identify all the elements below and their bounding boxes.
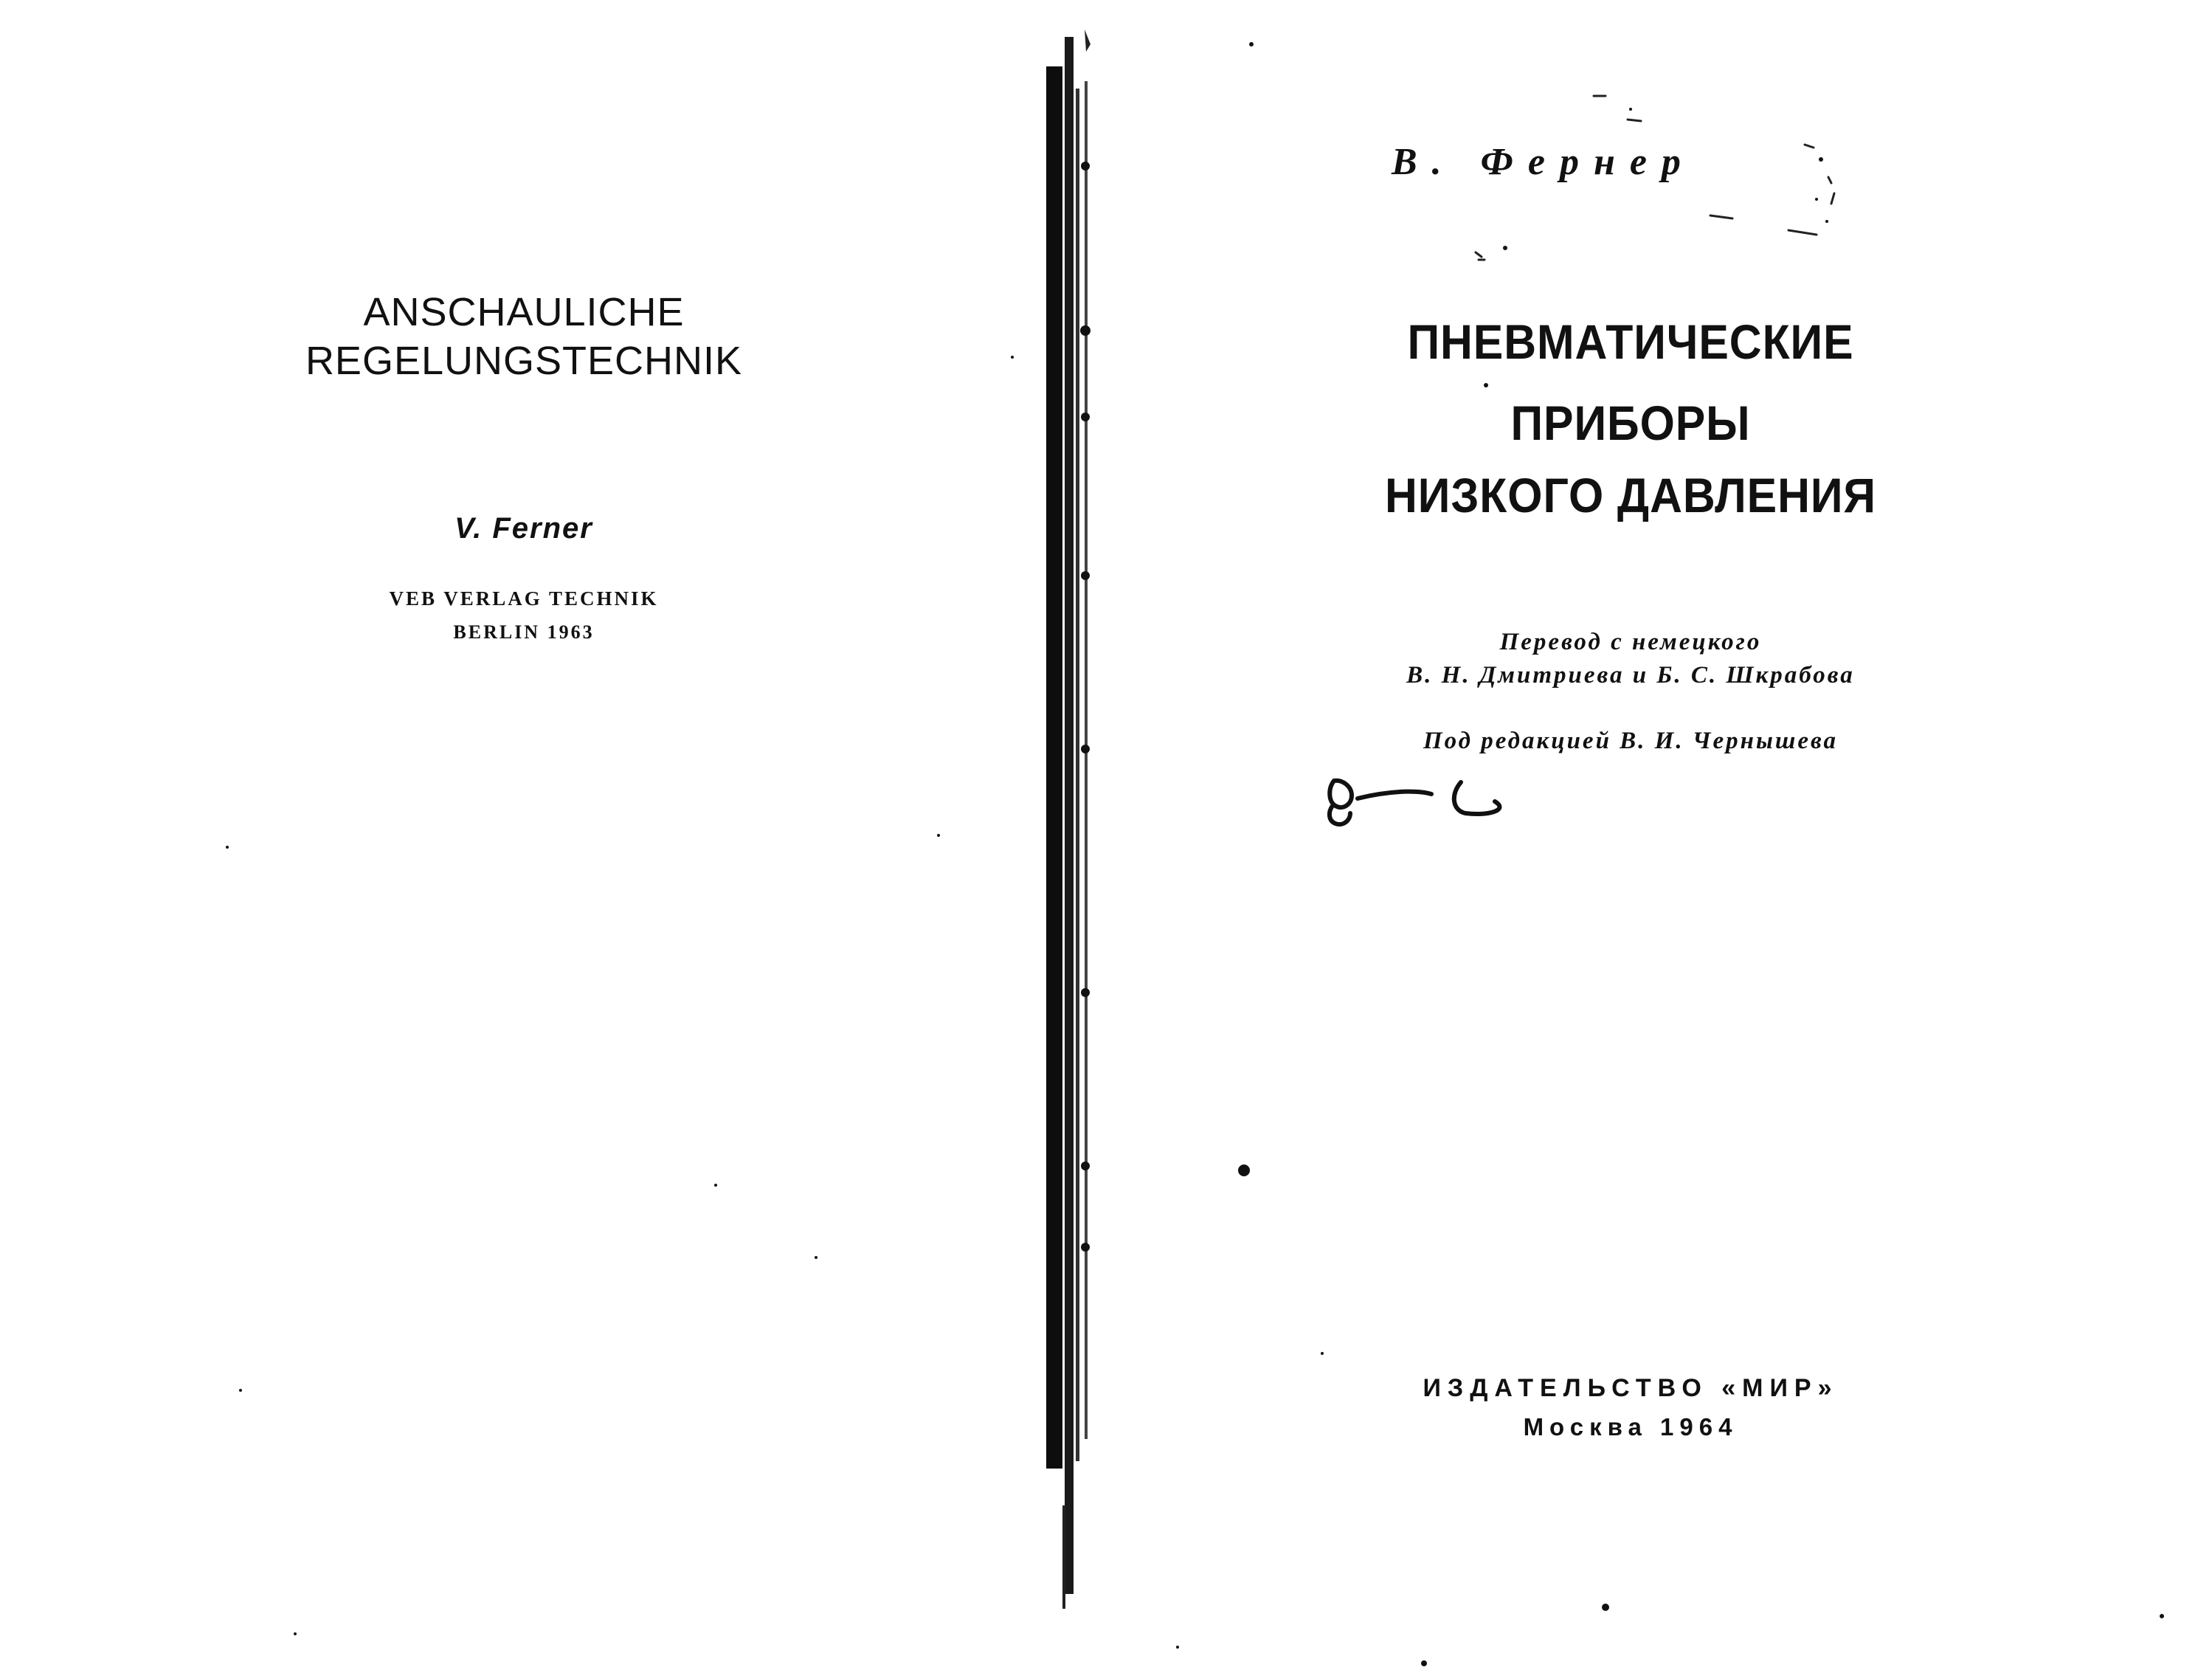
- russian-title-line-1: ПНЕВМАТИЧЕСКИЕ: [1407, 314, 1854, 369]
- german-publisher: VEB VERLAG TECHNIK: [389, 587, 659, 610]
- russian-author: В. Фернер: [1392, 141, 1696, 183]
- german-author: V. Ferner: [455, 512, 593, 545]
- german-place-year: BERLIN 1963: [453, 621, 595, 643]
- german-title-line-2: REGELUNGSTECHNIK: [305, 339, 743, 383]
- translation-credit-line-2: В. Н. Дмитриева и Б. С. Шкрабова: [1406, 662, 1855, 689]
- russian-publisher: ИЗДАТЕЛЬСТВО «МИР»: [1423, 1374, 1839, 1402]
- russian-place-year: Москва 1964: [1523, 1413, 1738, 1440]
- editor-credit: Под редакцией В. И. Чернышева: [1423, 728, 1839, 754]
- left-page: [0, 0, 1048, 1670]
- russian-title-line-2: ПРИБОРЫ: [1510, 396, 1751, 450]
- german-title-line-1: ANSCHAULICHE: [363, 290, 685, 334]
- binding-gutter-shadow: [1046, 30, 1091, 1609]
- translation-credit-line-1: Перевод с немецкого: [1499, 629, 1762, 655]
- russian-title-line-3: НИЗКОГО ДАВЛЕНИЯ: [1385, 468, 1876, 522]
